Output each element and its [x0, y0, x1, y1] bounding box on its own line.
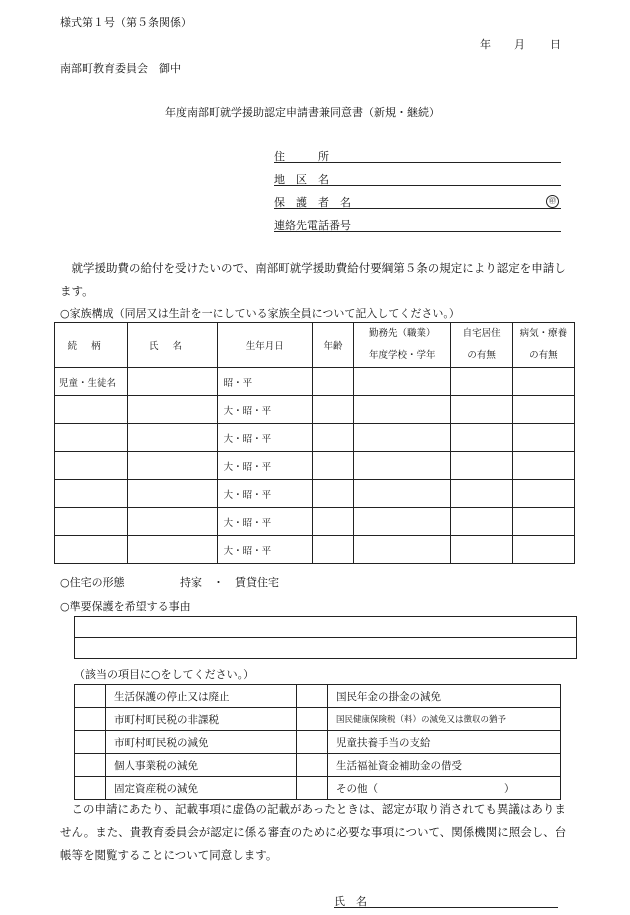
- cell-relation[interactable]: [55, 536, 128, 564]
- cell-home[interactable]: [451, 480, 512, 508]
- cell-name[interactable]: [128, 424, 217, 452]
- checkbox-cell[interactable]: [297, 708, 328, 731]
- intro-paragraph: 就学援助費の給付を受けたいので、南部町就学援助費給付要綱第５条の規定により認定を申請します。: [60, 261, 566, 298]
- checkbox-cell[interactable]: [75, 731, 106, 754]
- item-right: 国民健康保険税（料）の減免又は徴収の猶予: [328, 708, 561, 731]
- cell-birth[interactable]: 大・昭・平: [217, 480, 312, 508]
- reason-line-2[interactable]: [74, 637, 577, 659]
- item-left: 市町村町民税の非課税: [106, 708, 297, 731]
- cell-work[interactable]: [354, 424, 451, 452]
- checkbox-cell[interactable]: [297, 777, 328, 800]
- cell-relation[interactable]: [55, 396, 128, 424]
- date-month-label: 月: [514, 38, 525, 51]
- cell-age[interactable]: [312, 536, 353, 564]
- checkbox-cell[interactable]: [75, 685, 106, 708]
- cell-relation[interactable]: [55, 480, 128, 508]
- cell-work[interactable]: [354, 536, 451, 564]
- table-row: [55, 396, 575, 424]
- table-row: [75, 708, 561, 731]
- district-field[interactable]: [274, 171, 561, 186]
- phone-label: 連絡先電話番号: [274, 219, 351, 232]
- item-right: 国民年金の掛金の減免: [328, 685, 561, 708]
- cell-home[interactable]: [451, 368, 512, 396]
- cell-home[interactable]: [451, 508, 512, 536]
- cell-birth[interactable]: 大・昭・平: [217, 536, 312, 564]
- signature-field[interactable]: [334, 893, 558, 908]
- date-year-label: 年: [480, 38, 491, 51]
- table-row: [75, 754, 561, 777]
- cell-age[interactable]: [312, 480, 353, 508]
- cell-name[interactable]: [128, 368, 217, 396]
- header-illness-sub: の有無: [529, 350, 558, 361]
- checkbox-cell[interactable]: [75, 754, 106, 777]
- cell-birth[interactable]: 大・昭・平: [217, 424, 312, 452]
- form-title: 年度南部町就学援助認定申請書兼同意書（新規・継続）: [165, 106, 440, 119]
- housing-options[interactable]: 持家 ・ 賃貸住宅: [180, 576, 279, 589]
- cell-birth[interactable]: 大・昭・平: [217, 452, 312, 480]
- item-right[interactable]: その他（ ）: [328, 777, 561, 800]
- cell-work[interactable]: [354, 396, 451, 424]
- item-left: 個人事業税の減免: [106, 754, 297, 777]
- family-table: [54, 322, 575, 564]
- item-left: 市町村町民税の減免: [106, 731, 297, 754]
- guardian-field[interactable]: [274, 194, 561, 209]
- header-name: 氏名: [148, 341, 196, 352]
- cell-illness[interactable]: [512, 424, 574, 452]
- table-row: [55, 536, 575, 564]
- cell-home[interactable]: [451, 424, 512, 452]
- signature-label: 氏 名: [334, 895, 367, 908]
- district-label: 地 区 名: [274, 173, 329, 186]
- table-row: [55, 508, 575, 536]
- cell-work[interactable]: [354, 480, 451, 508]
- items-note: （該当の項目に○をしてください。）: [74, 668, 255, 681]
- cell-illness[interactable]: [512, 536, 574, 564]
- header-relation: 続柄: [67, 341, 115, 352]
- cell-relation[interactable]: [55, 424, 128, 452]
- table-row: [55, 424, 575, 452]
- header-work: 勤務先（職業）: [369, 328, 436, 339]
- checkbox-cell[interactable]: [75, 777, 106, 800]
- cell-illness[interactable]: [512, 368, 574, 396]
- checkbox-cell[interactable]: [297, 685, 328, 708]
- cell-home[interactable]: [451, 536, 512, 564]
- table-row: [75, 731, 561, 754]
- table-row: [75, 777, 561, 800]
- cell-age[interactable]: [312, 452, 353, 480]
- cell-work[interactable]: [354, 452, 451, 480]
- reason-heading: ○準要保護を希望する事由: [60, 600, 191, 613]
- cell-birth[interactable]: 昭・平: [217, 368, 312, 396]
- cell-work[interactable]: [354, 508, 451, 536]
- cell-name[interactable]: [128, 480, 217, 508]
- family-heading: ○家族構成（同居又は生計を一にしている家族全員について記入してください。）: [60, 307, 460, 320]
- header-age: 年齢: [312, 323, 353, 368]
- table-row: [75, 685, 561, 708]
- phone-field[interactable]: [274, 217, 561, 232]
- housing-label: ○住宅の形態: [60, 576, 125, 589]
- cell-illness[interactable]: [512, 396, 574, 424]
- reason-items-table: [74, 684, 561, 800]
- header-work-sub: 年度学校・学年: [369, 350, 436, 361]
- item-left: 固定資産税の減免: [106, 777, 297, 800]
- cell-birth[interactable]: 大・昭・平: [217, 396, 312, 424]
- cell-age[interactable]: [312, 396, 353, 424]
- cell-home[interactable]: [451, 452, 512, 480]
- header-birth: 生年月日: [217, 323, 312, 368]
- cell-age[interactable]: [312, 368, 353, 396]
- item-right: 児童扶養手当の支給: [328, 731, 561, 754]
- seal-mark-icon: ㊞: [546, 195, 559, 208]
- consent-paragraph: この申請にあたり、記載事項に虚偽の記載があったときは、認定が取り消されても異議はありません。また、貴教育委員会が認定に係る審査のために必要な事項について、関係機関に照会し、台帳等を閲覧することについて同意します。: [60, 802, 567, 862]
- cell-birth[interactable]: 大・昭・平: [217, 508, 312, 536]
- cell-name[interactable]: [128, 536, 217, 564]
- cell-relation[interactable]: [55, 452, 128, 480]
- item-right: 生活福祉資金補助金の借受: [328, 754, 561, 777]
- address-label: 住 所: [274, 150, 329, 163]
- cell-work[interactable]: [354, 368, 451, 396]
- cell-name[interactable]: [128, 452, 217, 480]
- checkbox-cell[interactable]: [297, 731, 328, 754]
- form-number: 様式第１号（第５条関係）: [60, 16, 192, 29]
- header-illness: 病気・療養: [519, 328, 568, 339]
- cell-relation[interactable]: [55, 508, 128, 536]
- family-table-header: [55, 323, 575, 368]
- table-row: [55, 368, 575, 396]
- table-row: [55, 480, 575, 508]
- header-home-sub: の有無: [467, 350, 496, 361]
- cell-illness[interactable]: [512, 452, 574, 480]
- header-home: 自宅居住: [462, 328, 501, 339]
- addressee: 南部町教育委員会 御中: [60, 62, 181, 75]
- date-day-label: 日: [550, 38, 561, 51]
- checkbox-cell[interactable]: [297, 754, 328, 777]
- cell-illness[interactable]: [512, 480, 574, 508]
- cell-age[interactable]: [312, 424, 353, 452]
- cell-illness[interactable]: [512, 508, 574, 536]
- cell-home[interactable]: [451, 396, 512, 424]
- address-field[interactable]: [274, 148, 561, 163]
- cell-name[interactable]: [128, 396, 217, 424]
- table-row: [55, 452, 575, 480]
- guardian-label: 保 護 者 名: [274, 196, 351, 209]
- reason-line-1[interactable]: [74, 616, 577, 638]
- item-left: 生活保護の停止又は廃止: [106, 685, 297, 708]
- cell-age[interactable]: [312, 508, 353, 536]
- cell-name[interactable]: [128, 508, 217, 536]
- checkbox-cell[interactable]: [75, 708, 106, 731]
- cell-relation[interactable]: 児童・生徒名: [55, 368, 128, 396]
